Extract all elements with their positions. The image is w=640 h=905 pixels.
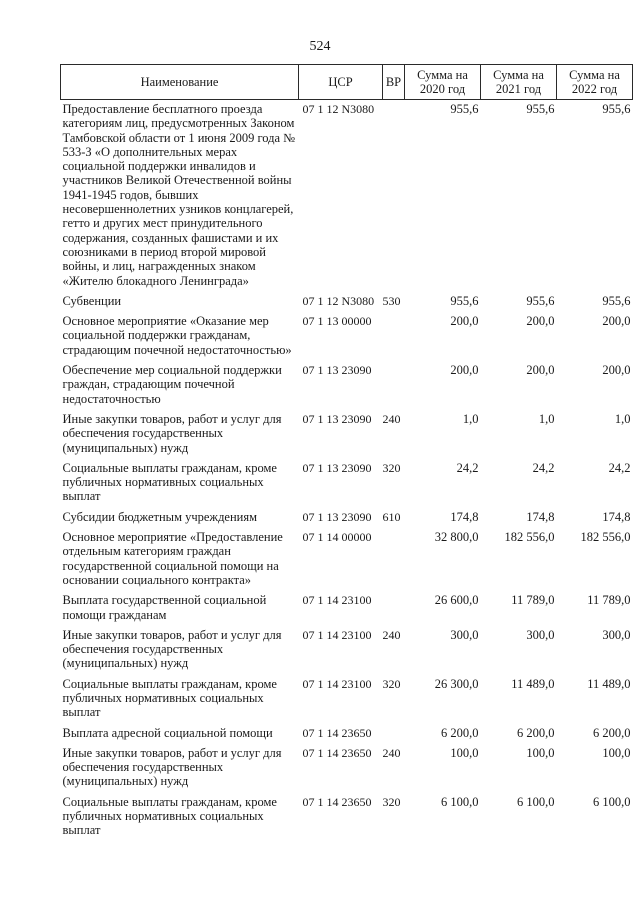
row-vr bbox=[383, 312, 405, 361]
table-row bbox=[61, 459, 633, 508]
row-csr: 07 1 12 N3080 bbox=[302, 293, 375, 308]
page-number: 524 bbox=[309, 39, 331, 54]
row-sum-2022: 1,0 bbox=[614, 411, 631, 426]
row-sum-2022: 11 489,0 bbox=[587, 676, 631, 691]
row-vr: 320 bbox=[382, 460, 401, 475]
table-row bbox=[61, 361, 633, 410]
table-row bbox=[61, 528, 633, 591]
row-sum-2022: 200,0 bbox=[602, 363, 631, 378]
row-sum-2020: 1,0 bbox=[462, 411, 479, 426]
row-name: Иные закупки товаров, работ и услуг для обеспечения государственных (муниципальных) нужд bbox=[62, 627, 282, 671]
row-csr: 07 1 12 N3080 bbox=[302, 102, 375, 116]
row-name: Основное мероприятие «Предоставление отдельным категориям граждан государственной социальной помощи на основании социального контракта» bbox=[62, 530, 283, 587]
row-vr: 320 bbox=[382, 794, 401, 809]
header-vr: ВР bbox=[383, 65, 405, 100]
header-name: Наименование bbox=[61, 65, 299, 100]
row-sum-2020: 200,0 bbox=[450, 314, 479, 329]
row-sum-2022: 11 789,0 bbox=[587, 593, 631, 608]
row-sum-2021: 200,0 bbox=[526, 314, 555, 329]
row-csr: 07 1 14 23100 bbox=[302, 627, 372, 642]
row-sum-2020: 200,0 bbox=[450, 363, 479, 378]
row-sum-2022: 955,6 bbox=[602, 293, 631, 308]
row-csr: 07 1 14 23100 bbox=[302, 676, 372, 691]
row-sum-2021: 1,0 bbox=[538, 411, 555, 426]
row-csr: 07 1 14 23650 bbox=[302, 794, 372, 809]
row-sum-2020: 955,6 bbox=[450, 102, 479, 116]
row-vr bbox=[383, 591, 405, 626]
row-vr bbox=[383, 361, 405, 410]
table-row bbox=[61, 675, 633, 724]
row-csr: 07 1 13 00000 bbox=[302, 314, 372, 329]
row-vr: 320 bbox=[382, 676, 401, 691]
table-row bbox=[61, 744, 633, 793]
row-sum-2021: 955,6 bbox=[526, 102, 555, 116]
row-csr: 07 1 14 00000 bbox=[302, 530, 372, 545]
row-name: Обеспечение мер социальной поддержки граждан, страдающим почечной недостаточностью bbox=[62, 363, 282, 406]
row-vr bbox=[383, 528, 405, 591]
table-row bbox=[61, 100, 633, 292]
row-vr: 240 bbox=[382, 745, 401, 760]
row-name: Иные закупки товаров, работ и услуг для обеспечения государственных (муниципальных) нужд bbox=[62, 745, 282, 789]
budget-table bbox=[60, 64, 633, 842]
header-sum-2021: Сумма на 2021 год bbox=[481, 65, 557, 100]
row-name: Субсидии бюджетным учреждениям bbox=[62, 509, 258, 524]
row-csr: 07 1 13 23090 bbox=[302, 509, 372, 524]
table-row bbox=[61, 724, 633, 744]
row-sum-2020: 26 600,0 bbox=[434, 593, 479, 608]
row-vr: 610 bbox=[382, 509, 401, 524]
row-sum-2020: 955,6 bbox=[450, 293, 479, 308]
row-vr: 240 bbox=[382, 411, 401, 426]
row-sum-2021: 11 489,0 bbox=[511, 676, 555, 691]
row-sum-2022: 200,0 bbox=[602, 314, 631, 329]
row-sum-2022: 174,8 bbox=[602, 509, 631, 524]
row-sum-2022: 100,0 bbox=[602, 745, 631, 760]
row-sum-2021: 24,2 bbox=[532, 460, 555, 475]
table-body bbox=[61, 100, 633, 842]
row-sum-2020: 6 200,0 bbox=[441, 725, 479, 740]
row-csr: 07 1 13 23090 bbox=[302, 363, 372, 378]
row-sum-2020: 6 100,0 bbox=[441, 794, 479, 809]
row-sum-2021: 300,0 bbox=[526, 627, 555, 642]
row-name: Субвенции bbox=[62, 293, 122, 308]
row-sum-2021: 955,6 bbox=[526, 293, 555, 308]
row-name: Иные закупки товаров, работ и услуг для обеспечения государственных (муниципальных) нужд bbox=[62, 411, 282, 455]
row-sum-2020: 100,0 bbox=[450, 745, 479, 760]
table-row bbox=[61, 591, 633, 626]
row-sum-2022: 300,0 bbox=[602, 627, 631, 642]
row-sum-2022: 6 100,0 bbox=[593, 794, 631, 809]
row-sum-2021: 11 789,0 bbox=[511, 593, 555, 608]
row-sum-2021: 182 556,0 bbox=[504, 530, 555, 545]
row-csr: 07 1 14 23100 bbox=[302, 593, 372, 608]
table-row bbox=[61, 292, 633, 312]
row-sum-2022: 6 200,0 bbox=[593, 725, 631, 740]
row-vr: 240 bbox=[382, 627, 401, 642]
table-header bbox=[61, 65, 633, 100]
row-vr bbox=[383, 724, 405, 744]
row-sum-2021: 6 100,0 bbox=[517, 794, 555, 809]
row-vr bbox=[383, 100, 405, 292]
row-vr: 530 bbox=[382, 293, 401, 308]
row-csr: 07 1 14 23650 bbox=[302, 725, 372, 740]
row-sum-2021: 6 200,0 bbox=[517, 725, 555, 740]
header-sum-2022: Сумма на 2022 год bbox=[557, 65, 633, 100]
row-sum-2022: 24,2 bbox=[608, 460, 631, 475]
row-sum-2020: 174,8 bbox=[450, 509, 479, 524]
row-sum-2020: 24,2 bbox=[456, 460, 479, 475]
row-name: Предоставление бесплатного проезда категориям лиц, предусмотренных Законом Тамбовской области от 1 июня 2009 года № 533-З «О дополнительных мерах социальной поддержки инвалидов и участников Великой Отечественной войны 1941-1945 годов, бывших несовершеннолетних узников концлагерей, гетто и других мест принудительного содержания, созданных фашистами и их союзниками в период второй мировой войны, и лиц, награжденных знаком «Жителю блокадного Ленинграда» bbox=[62, 102, 296, 288]
row-sum-2020: 32 800,0 bbox=[434, 530, 479, 545]
table-row bbox=[61, 793, 633, 842]
row-sum-2021: 200,0 bbox=[526, 363, 555, 378]
row-name: Выплата государственной социальной помощи гражданам bbox=[62, 593, 267, 622]
row-sum-2021: 100,0 bbox=[526, 745, 555, 760]
row-sum-2021: 174,8 bbox=[526, 509, 555, 524]
table-row bbox=[61, 508, 633, 528]
table-row bbox=[61, 626, 633, 675]
row-name: Социальные выплаты гражданам, кроме публичных нормативных социальных выплат bbox=[62, 794, 277, 838]
row-sum-2022: 182 556,0 bbox=[580, 530, 631, 545]
row-sum-2020: 26 300,0 bbox=[434, 676, 479, 691]
row-sum-2022: 955,6 bbox=[602, 102, 631, 116]
header-sum-2020: Сумма на 2020 год bbox=[405, 65, 481, 100]
row-csr: 07 1 14 23650 bbox=[302, 745, 372, 760]
row-csr: 07 1 13 23090 bbox=[302, 411, 372, 426]
row-csr: 07 1 13 23090 bbox=[302, 460, 372, 475]
table-row bbox=[61, 312, 633, 361]
header-csr: ЦСР bbox=[299, 65, 383, 100]
row-name: Социальные выплаты гражданам, кроме публичных нормативных социальных выплат bbox=[62, 460, 277, 504]
row-name: Социальные выплаты гражданам, кроме публичных нормативных социальных выплат bbox=[62, 676, 277, 720]
row-sum-2020: 300,0 bbox=[450, 627, 479, 642]
row-name: Основное мероприятие «Оказание мер социальной поддержки гражданам, страдающим почечной недостаточностью» bbox=[62, 314, 292, 357]
table-row bbox=[61, 410, 633, 459]
row-name: Выплата адресной социальной помощи bbox=[62, 725, 273, 740]
